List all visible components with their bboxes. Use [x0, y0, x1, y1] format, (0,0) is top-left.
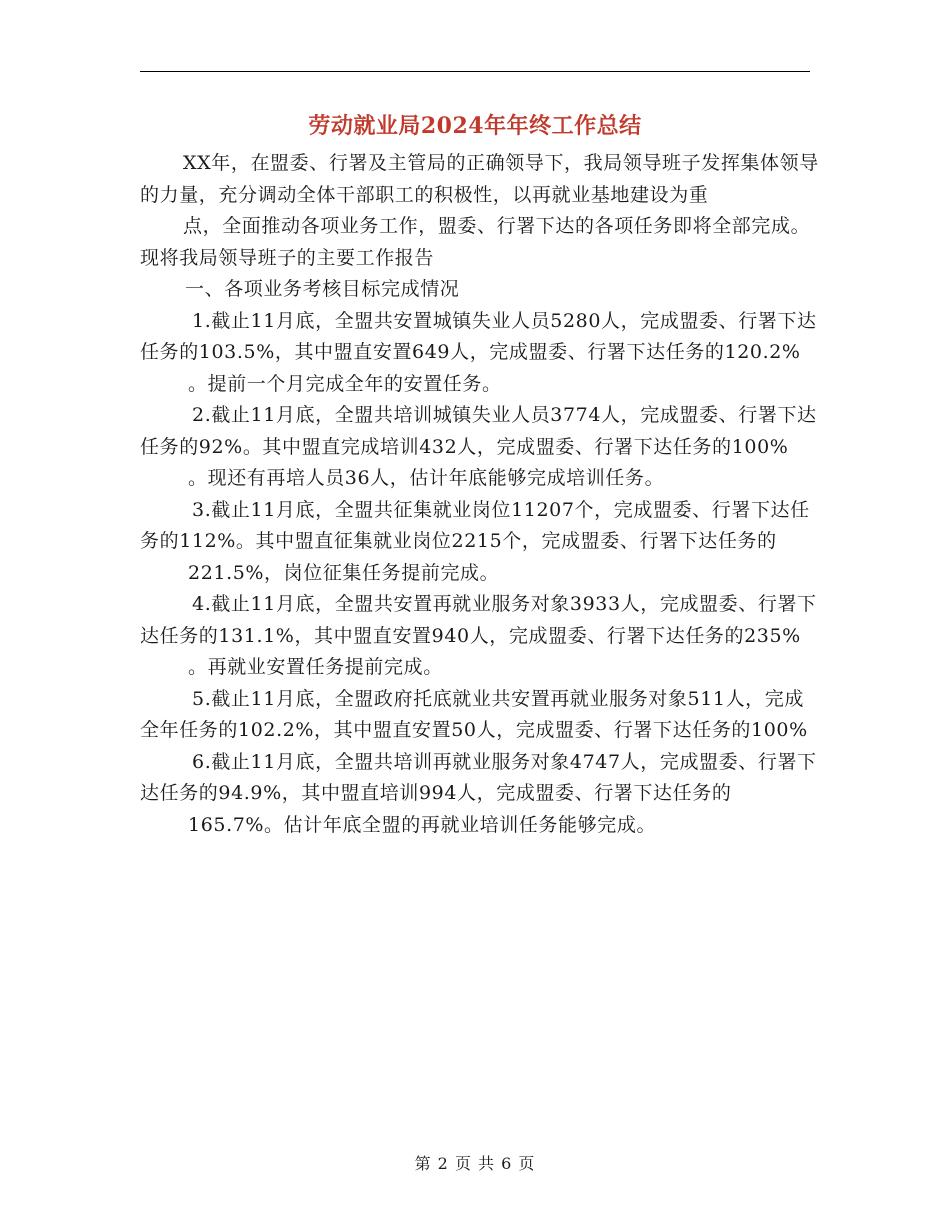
paragraph-intro: XX年，在盟委、行署及主管局的正确领导下，我局领导班子发挥集体领导的力量，充分调动全体干部职工的积极性，以再就业基地建设为重 — [140, 152, 819, 206]
list-item-6: 6.截止11月底，全盟共培训再就业服务对象4747人，完成盟委、行署下达任务的94.9%，其中盟直培训994人，完成盟委、行署下达任务的 — [140, 750, 817, 804]
list-item-2-continued: 。现还有再培人员36人，估计年底能够完成培训任务。 — [188, 467, 665, 489]
list-item-6-continued: 165.7%。估计年底全盟的再就业培训任务能够完成。 — [188, 813, 657, 836]
list-item-3-continued: 221.5%，岗位征集任务提前完成。 — [188, 561, 500, 584]
list-item-4: 4.截止11月底，全盟共安置再就业服务对象3933人，完成盟委、行署下达任务的131.1%，其中盟直安置940人，完成盟委、行署下达任务的235% — [140, 593, 817, 647]
list-item-1-continued: 。提前一个月完成全年的安置任务。 — [188, 372, 502, 395]
page-number: 第 2 页 共 6 页 — [414, 1154, 536, 1173]
list-item-2: 2.截止11月底，全盟共培训城镇失业人员3774人，完成盟委、行署下达任务的92%。其中盟直完成培训432人，完成盟委、行署下达任务的100% — [140, 404, 817, 458]
header-rule — [140, 71, 810, 72]
paragraph-intro-continued: 点，全面推动各项业务工作，盟委、行署下达的各项任务即将全部完成。现将我局领导班子的主要工作报告 — [140, 215, 811, 269]
list-item-5: 5.截止11月底，全盟政府托底就业共安置再就业服务对象511人，完成全年任务的102.2%，其中盟直安置50人，完成盟委、行署下达任务的100% — [140, 687, 808, 741]
document-body — [140, 148, 820, 841]
list-item-4-continued: 。再就业安置任务提前完成。 — [188, 656, 443, 678]
section-heading: 一、各项业务考核目标完成情况 — [185, 278, 460, 300]
document-title: 劳动就业局2024年年终工作总结 — [308, 113, 642, 139]
list-item-3: 3.截止11月底，全盟共征集就业岗位11207个，完成盟委、行署下达任务的112%。其中盟直征集就业岗位2215个，完成盟委、行署下达任务的 — [140, 498, 810, 552]
list-item-1: 1.截止11月底，全盟共安置城镇失业人员5280人，完成盟委、行署下达任务的103.5%，其中盟直安置649人，完成盟委、行署下达任务的120.2% — [140, 309, 817, 363]
